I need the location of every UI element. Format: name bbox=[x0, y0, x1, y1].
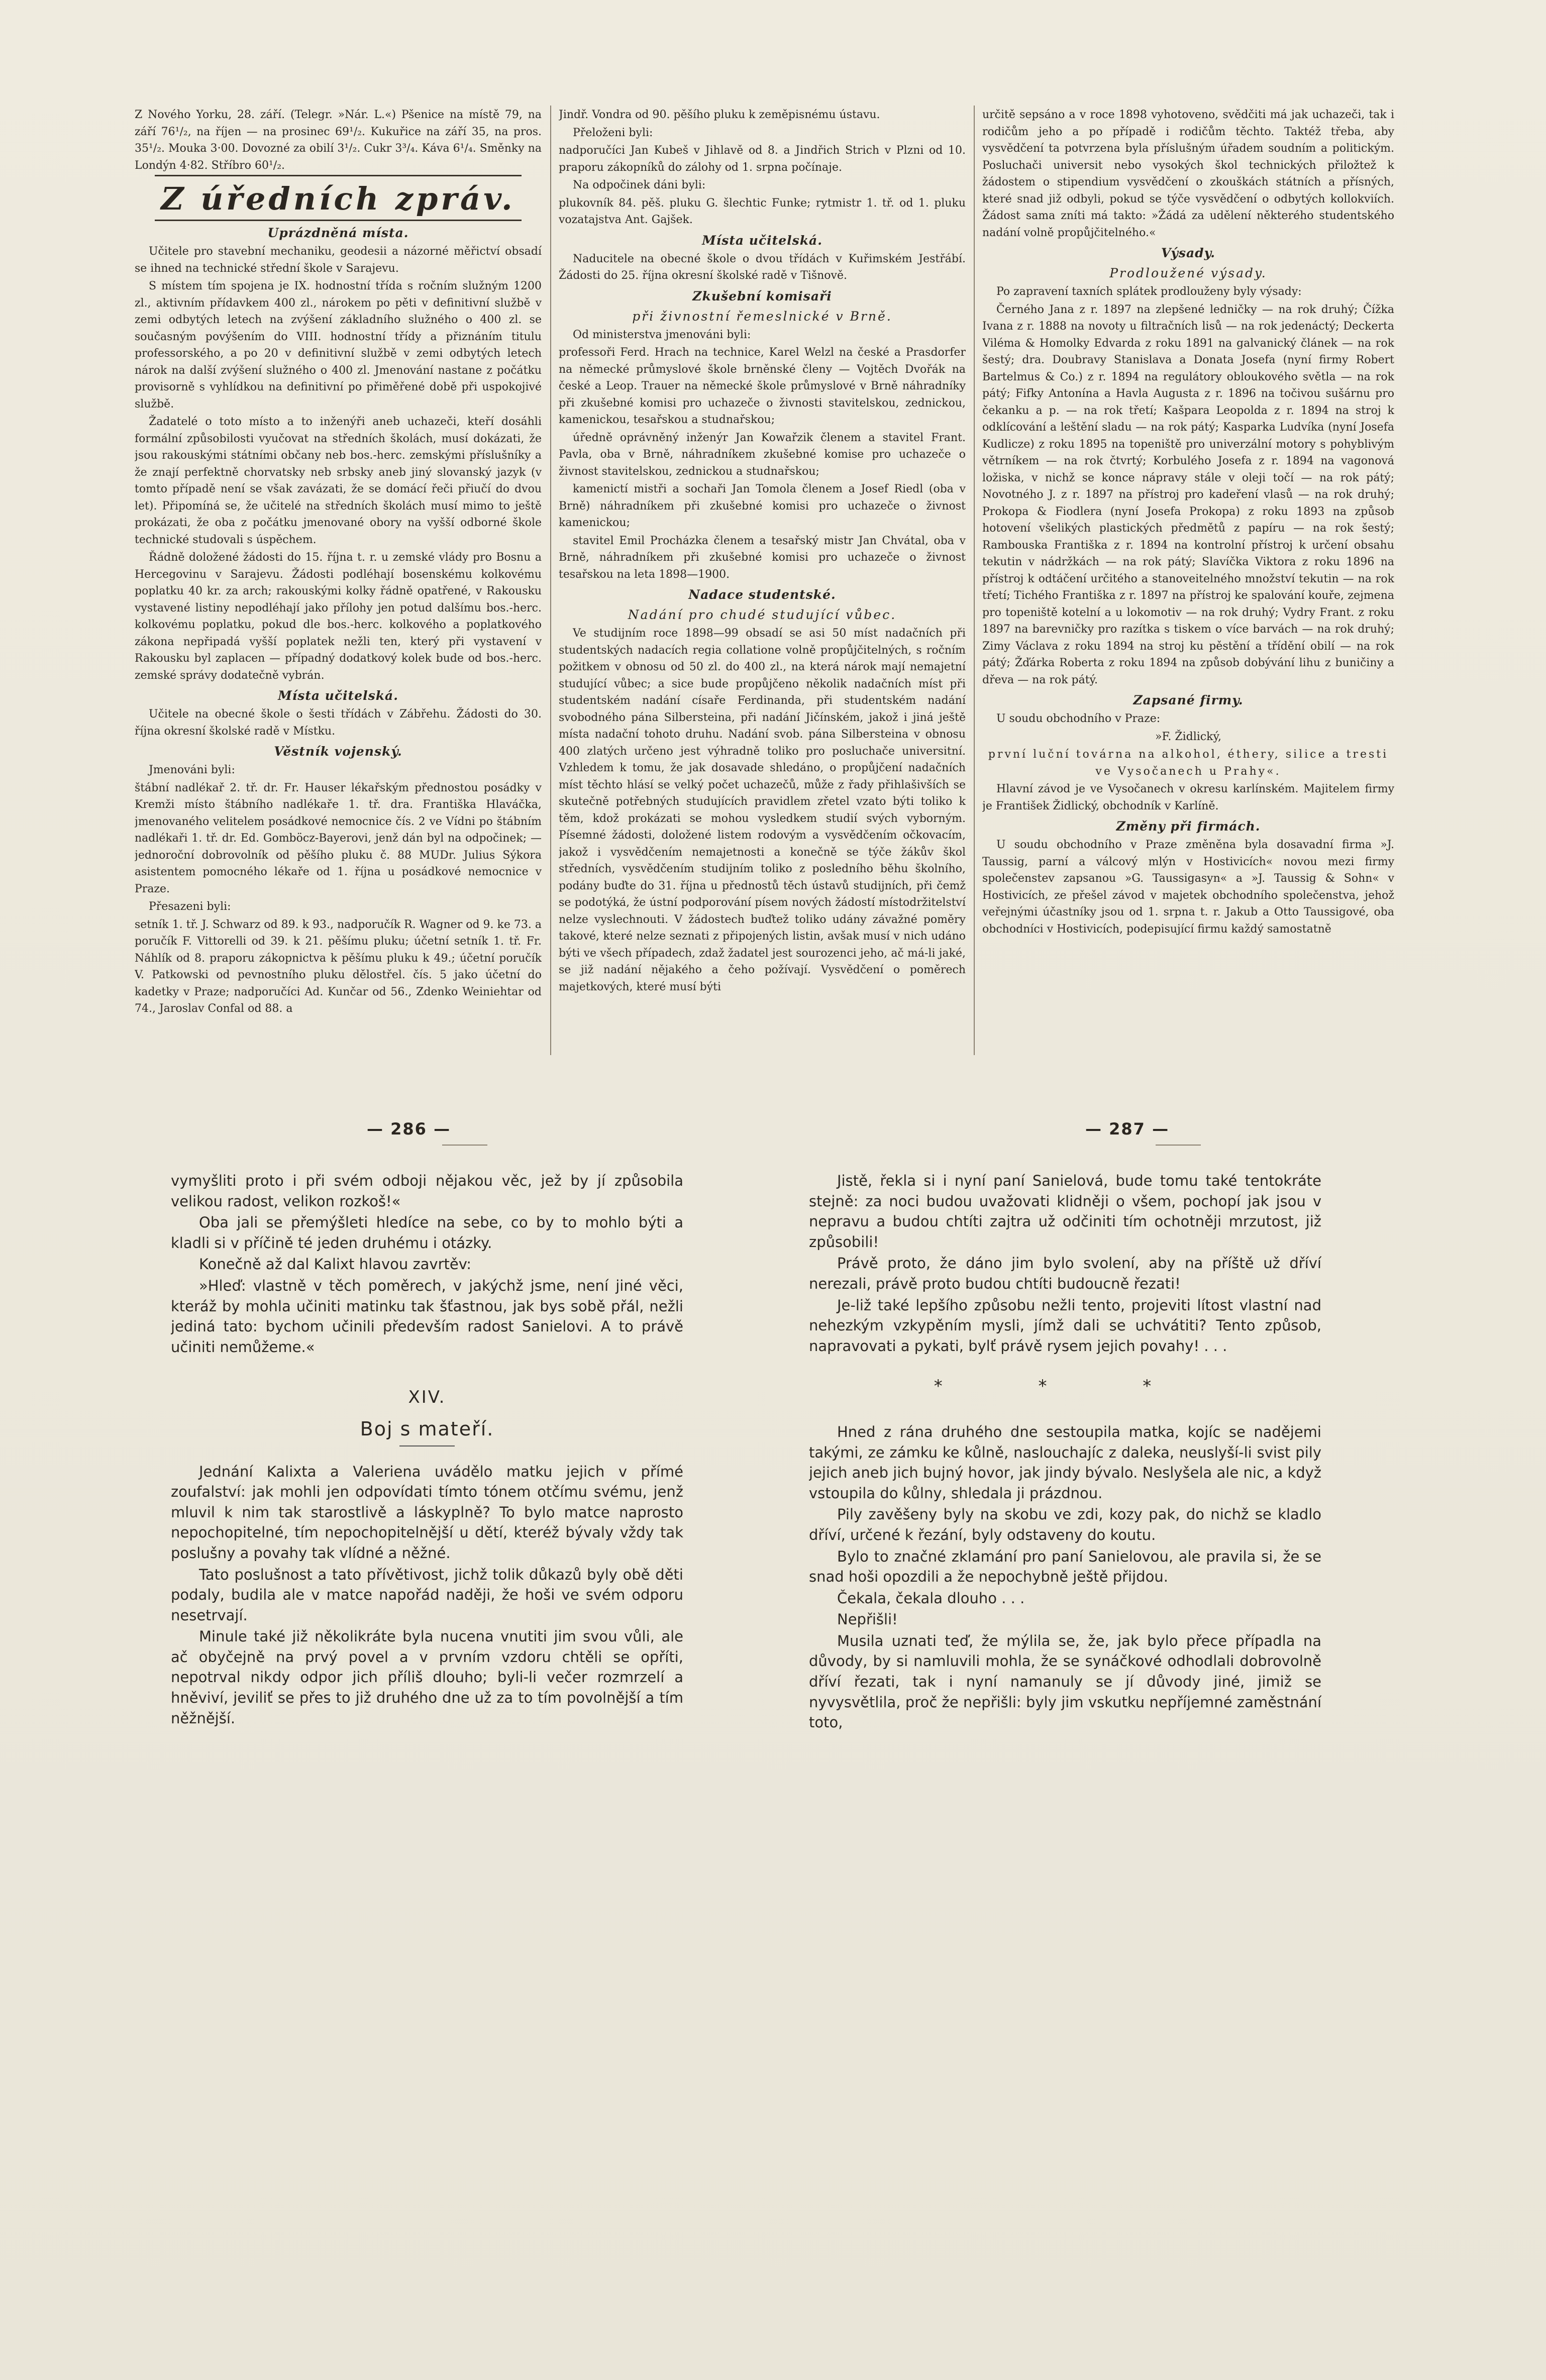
heading-exam-commission: Zkušební komisaři bbox=[692, 288, 832, 303]
divider bbox=[155, 220, 522, 221]
paragraph: kamenictí mistři a sochaři Jan Tomola členem a Josef Riedl (oba v Brně) náhradníkem při zkušebné komisi pro uchazeče o živnost kamenickou; bbox=[559, 483, 966, 529]
lower-left-page bbox=[171, 1171, 683, 2351]
page-number-left: — 286 — bbox=[367, 1119, 451, 1139]
heading-firm-changes: Změny při firmách. bbox=[1116, 819, 1261, 834]
paragraph: »Hleď: vlastně v těch poměrech, v jakýchž jsme, není jiné věci, kteráž by mohla učiniti matinku tak šťastnou, jak bys sobě přál, nežli jediná tato: bychom učinili především radost Sanielovi. A to právě učiniti nemůžeme.« bbox=[171, 1277, 683, 1356]
paragraph: Nepřišli! bbox=[837, 1611, 898, 1628]
section-break-stars: * * * bbox=[934, 1376, 1197, 1397]
heading-vacancies: Uprázdněná místa. bbox=[267, 226, 409, 240]
paragraph: Jindř. Vondra od 90. pěšího pluku k zeměpisnému ústavu. bbox=[559, 109, 880, 121]
paragraph: Žadatelé o toto místo a to inženýři aneb uchazeči, kteří dosáhli formální způsobilosti vyučovat na středních školách, musí dokázati, že jsou rakouskými státními občany neb bos.-herc. zemskými příslušníky a že znají perfektně chorvatsky neb srbsky aneb jiný slovanský jazyk (v tomto případě není se však zavázati, že se domácí řeči přiučí do dvou let). Připomíná se, že učitelé na středních školách musí mimo to ještě prokázati, že oba z počátku jmenované obory na vyšší odborné škole technické studovali s úspěchem. bbox=[135, 416, 542, 546]
divider bbox=[155, 175, 522, 176]
subheading-foundations: Nadání pro chudé studující vůbec. bbox=[628, 607, 897, 622]
firm-description: první luční továrna na alkohol, éthery, silice a tresti ve Vysočanech u Prahy«. bbox=[988, 748, 1389, 778]
paragraph: stavitel Emil Procházka členem a tesařský mistr Jan Chvátal, oba v Brně, náhradníkem při zkušebné komisi pro uchazeče o živnost tesařskou na leta 1898—1900. bbox=[559, 534, 966, 581]
paragraph: Hned z rána druhého dne sestoupila matka, kojíc se nadějemi takými, ze zámku ke kůlně, naslouchajíc z daleka, neuslyší-li svist pily jejich aneb jich bujný hovor, jak jindy bývalo. Neslyšela ale nic, a když vstoupila do kůlny, shledala ji prázdnou. bbox=[809, 1423, 1321, 1502]
chapter-number: XIV. bbox=[408, 1387, 446, 1408]
section-title: Z úředních zpráv. bbox=[161, 180, 516, 217]
paragraph: Na odpočinek dáni byli: bbox=[573, 179, 706, 191]
paragraph: Čekala, čekala dlouho . . . bbox=[837, 1589, 1025, 1607]
market-report: Z Nového Yorku, 28. září. (Telegr. »Nár. L.«) Pšenice na místě 79, na září 76¹/₂, na říjen — na prosinec 69¹/₂. Kukuřice na září 35, na pros. 35¹/₂. Mouka 3·00. Dovozné za obilí 3¹/₂. Cukr 3³/₄. Káva 6¹/₄. Směnky na Londýn 4·82. Stříbro 60¹/₂. bbox=[135, 109, 542, 172]
paragraph: Je-liž také lepšího způsobu nežli tento, projeviti lítost vlastní nad nehezkým vzkypěním mysli, jímž dali se uchvátiti? Tento způsob, napravovati a pykati, bylť právě rysem jejich povahy! . . . bbox=[809, 1296, 1321, 1355]
page-number-right: — 287 — bbox=[1085, 1119, 1170, 1139]
divider bbox=[442, 1145, 487, 1146]
paragraph: Přeloženi byli: bbox=[573, 126, 653, 139]
paragraph: úředně oprávněný inženýr Jan Kowařzik členem a stavitel Frant. Pavla, oba v Brně, náhradníkem zkušebné komise pro uchazeče o živnost stavitelskou, zednickou a studnařskou; bbox=[559, 431, 966, 478]
paragraph: určitě sepsáno a v roce 1898 vyhotoveno, svědčiti má jak uchazeči, tak i rodičům jeho a po případě i rodičům těchto. Taktéž třeba, aby vysvědčení ta potvrzena byla příslušným úřadem soudním a politickým. Posluchači universit nebo vysokých škol technických přiložtež k žádostem o stipendium vysvědčení o zkouškách státních a přísných, které snad již odbyli, pokud se týče vysvědčení o odbytých kollokviích. Žádost sama zníti má takto: »Žádá za udělení některého studentského nadání volně propůjčitelného.« bbox=[982, 109, 1394, 239]
upper-column-2 bbox=[559, 107, 966, 1056]
heading-privileges: Výsady. bbox=[1161, 246, 1216, 260]
paragraph: Minule také již několikráte byla nucena vnutiti jim svou vůli, ale ač obyčejně na prvý povel a v prvním vzdoru chtěli se opříti, nepotrval nikdy odpor jich příliš dlouho; byli-li večer rozmrzelí a hněviví, jeviliť se přes to již druhého dne už za to tím povolnější a tím něžnější. bbox=[171, 1628, 683, 1727]
paragraph: Ve studijním roce 1898—99 obsadí se asi 50 míst nadačních při studentských nadacích regia collatione volně propůjčitelných, s ročním požitkem v obnosu od 50 zl. do 400 zl., na která nárok mají nemajetní studující vůbec; a sice bude propůjčeno několik nadačních míst při studentském nadání císaře Ferdinanda, při studentském nadání svobodného pána Silbersteina, při nadání Jičínském, jakož i jiná ještě místa nadační tohoto druhu. Nadání svob. pána Silbersteina v obnosu 400 zlatých určeno jest výhradně toliko pro posluchače universitní. Vzhledem k tomu, že jak dosavade shledáno, o propůjčení nadačních míst těchto hlásí se velký počet uchazečů, může z řady přihlašivších se skutečně potřebných studujících pravidlem zřetel vzato býti toliko k těm, kdož prokázati se mohou vysledkem studií svých vyborným. Písemné žádosti, doložené listem rodovým a vysvědčením očkovacím, jakož i vysvědčením nemajetnosti a konečně se týče žákův škol středních, vysvědčením studijním toliko z posledního běhu školního, podány buďte do 31. října u přednostů těch ústavů studijních, při čemž se podotýká, že ústní podporování písem nových žádostí místodržitelství nelze vyslechnouti. V žádostech buďtež toliko udány závažné poměry takové, které nelze seznati z připojených listin, avšak musí v nich udáno býti ve všech případech, zdaž žadatel jest sourozenci jeho, ač má-li jaké, se již nadání nějakého a čeho požívají. Vysvědčení o poměrech majetkových, které musí býti bbox=[559, 627, 966, 993]
paragraph: štábní nadlékař 2. tř. dr. Fr. Hauser lékařským přednostou posádky v Kremži místo štábního nadlékaře 1. tř. dra. Františka Hlaváčka, jmenovaného velitelem posádkové nemocnice čís. 2 ve Vídni po štábním nadlékaři 1. tř. dr. Ed. Gomböcz-Bayerovi, jenž dán byl na odpočinek; — jednoroční dobrovolník od pěšího pluku č. 88 MUDr. Julius Sýkora asistentem pomocného lékaře od 1. října u posádkové nemocnice v Praze. bbox=[135, 781, 542, 895]
paragraph: plukovník 84. pěš. pluku G. šlechtic Funke; rytmistr 1. tř. od 1. pluku vozatajstva Ant. Gajšek. bbox=[559, 196, 966, 226]
paragraph: Učitele na obecné škole o šesti třídách v Zábřehu. Žádosti do 30. října okresní školské radě v Místku. bbox=[135, 708, 542, 738]
upper-column-3 bbox=[982, 107, 1394, 1056]
paragraph: Učitele pro stavební mechaniku, geodesii a názorné měřictví obsadí se ihned na technické střední škole v Sarajevu. bbox=[135, 245, 542, 275]
paragraph: Právě proto, že dáno jim bylo svolení, aby na příště už dříví nerezali, právě proto budou chtíti budoucně řezati! bbox=[809, 1255, 1321, 1292]
paragraph: vymyšliti proto i při svém odboji nějakou věc, jež by jí způsobila velikou radost, velikon rozkoš!« bbox=[171, 1172, 683, 1210]
paragraph: Tato poslušnost a tato přívětivost, jichž tolik důkazů byly obě děti podaly, budila ale v matce napořád naději, že hoši ve svém odporu nesetrvají. bbox=[171, 1566, 683, 1624]
heading-registered-firms: Zapsané firmy. bbox=[1133, 693, 1244, 707]
paragraph: professoři Ferd. Hrach na technice, Karel Welzl na české a Prasdorfer na německé průmyslové škole brněnské členy — Vojtěch Dvořák na české a Leop. Trauer na německé škole průmyslové v Brně náhradníky při zkušebné komisi pro uchazeče o živnosti stavitelskou, zednickou, kamenickou, tesařskou a studnařskou; bbox=[559, 346, 966, 426]
column-rule bbox=[974, 106, 975, 1055]
firm-name: »F. Židlický, bbox=[1155, 730, 1221, 743]
paragraph: Jednání Kalixta a Valeriena uvádělo matku jejich v přímé zoufalství: jak mohli jen odpovídati tímto tónem otčímu svému, jenž mluvil k nim tak starostlivě a láskyplně? To bylo matce naprosto nepochopitelné, tím nepochopitelnější u dětí, kteréž bývaly vždy tak poslušny a povahy tak vlídné a něžné. bbox=[171, 1463, 683, 1562]
heading-foundations: Nadace studentské. bbox=[688, 587, 836, 602]
lower-right-page bbox=[809, 1171, 1321, 2351]
paragraph: setník 1. tř. J. Schwarz od 89. k 93., nadporučík R. Wagner od 9. ke 73. a poručík F. Vittorelli od 39. k 21. pěšímu pluku; účetní setník 1. tř. Fr. Náhlík od 8. praporu zákopnictva k pěšímu pluku k 49.; účetní poručík V. Patkowski od pevnostního pluku dělostřel. čís. 5 jako účetní do kadetky v Praze; nadporučíci Ad. Kunčar od 56., Zdenko Weiniehtar od 74., Jaroslav Confal od 88. a bbox=[135, 918, 542, 1015]
divider bbox=[1156, 1145, 1201, 1146]
paragraph: Řádně doložené žádosti do 15. října t. r. u zemské vlády pro Bosnu a Hercegovinu v Sarajevu. Žádosti podléhají bosenskému kolkovému poplatku 40 kr. za arch; rakouskými kolky řádně opatřené, v Rakousku vystavené listiny nepodléhají jako přílohy jen potud dalšímu bos.-herc. kolkovému poplatku, pokud dle bos.-herc. kolkového a poplatkového zákona nepřipadá vyšší poplatek nežli ten, který při vystavení v Rakousku byl zaplacen — případný dodatkový kolek bude od bos.-herc. zemské správy dodatečně vybrán. bbox=[135, 551, 542, 682]
paragraph: Musila uznati teď, že mýlila se, že, jak bylo přece případla na důvody, by si namluvili mohla, že se synáčkové odhodlali dobrovolně dříví řezati, tak i nyní namanuly se jí důvody jiné, jimiž se nyvysvětlila, proč že nepřišli: byly jim vskutku nepříjemné zaměstnání toto, bbox=[809, 1632, 1321, 1731]
paragraph: Od ministerstva jmenováni byli: bbox=[573, 328, 751, 341]
paragraph: nadporučíci Jan Kubeš v Jihlavě od 8. a Jindřich Strich v Plzni od 10. praporu zákopníků do zálohy od 1. srpna počínaje. bbox=[559, 144, 966, 174]
heading-teachers: Místa učitelská. bbox=[702, 233, 822, 248]
paragraph: Pily zavěšeny byly na skobu ve zdi, kozy pak, do nichž se kladlo dříví, určené k řezání, byly odstaveny do koutu. bbox=[809, 1506, 1321, 1543]
paragraph: Přesazeni byli: bbox=[149, 900, 231, 913]
chapter-title: Boj s mateří. bbox=[360, 1417, 494, 1440]
paragraph: Po zapravení taxních splátek prodlouženy byly výsady: bbox=[996, 285, 1302, 298]
paragraph: Naducitele na obecné škole o dvou třídách v Kuřimském Jestřábí. Žádosti do 25. října okresní školské radě v Tišnově. bbox=[559, 252, 966, 282]
paragraph: Konečně až dal Kalixt hlavou zavrtěv: bbox=[199, 1256, 472, 1273]
paragraph: U soudu obchodního v Praze: bbox=[996, 712, 1161, 725]
paragraph: Hlavní závod je ve Vysočanech v okresu karlínském. Majitelem firmy je František Židlický, obchodník v Karlíně. bbox=[982, 783, 1394, 812]
paragraph: U soudu obchodního v Praze změněna byla dosavadní firma »J. Taussig, parní a válcový mlýn v Hostivicích« novou mezi firmy společenstev zapsanou »G. Taussigasyn« a »J. Taussig & Sohn« v Hostivicích, ze přešel závod v majetek obchodního společenstva, jehož veřejnými účastníky jsou od 1. srpna t. r. Jakub a Otto Taussigové, oba obchodníci v Hostivicích, podepisující firmu každý samostatně bbox=[982, 839, 1394, 936]
subheading-privileges: Prodloužené výsady. bbox=[1109, 266, 1267, 280]
paragraph: S místem tím spojena je IX. hodnostní třída s ročním služným 1200 zl., aktivním přídavkem 400 zl., nárokem po pěti v definitivní službě v zemi odbytých letech na zvýšení základního služného o 400 zl. se současným povýšením do VIII. hodnostní třídy a přiznáním titulu professorského, a po 20 v definitivní službě v zemi odbytých letech nárok na další zvýšení služného o 400 zl. Jmenování nastane z počátku provisorně s vyhlídkou na definitivní po přiměřené době při uspokojivé službě. bbox=[135, 280, 542, 410]
paragraph: Černého Jana z r. 1897 na zlepšené ledničky — na rok druhý; Čížka Ivana z r. 1888 na novoty u filtračních lisů — na rok jedenáctý; Deckerta Viléma & Homolky Edvarda z roku 1891 na galvanický článek — na rok šestý; dra. Doubravy Stanislava a Donata Josefa (nyní firmy Robert Bartelmus & Co.) z r. 1894 na regulátory obloukového světla — na rok pátý; Fifky Antonína a Havla Augusta z r. 1896 na točivou sušárnu pro čekanku a p. — na rok třetí; Kašpara Leopolda z r. 1894 na stroj k odklícování a leštění sladu — na rok pátý; Kasparka Ludvíka (nyní Josefa Kudlicze) z roku 1895 na topeniště pro univerzální motory s pohyblivým větrníkem — na rok čtvrtý; Korbulého Josefa z r. 1894 na vagonová ložiska, v nichž se konce nápravy stále v oleji točí — na rok pátý; Novotného J. z r. 1897 na přístroj pro kadeření vlasů — na rok druhý; Prokopa & Fiodlera (nyní Josefa Prokopa) z roku 1893 na způsob hotovení všelikých plastických předmětů z papíru — na rok šestý; Rambouska Františka z r. 1894 na kontrolní přístroj k určení obsahu tekutin v nádržkách — na rok pátý; Slavíčka Viktora z roku 1896 na přístroj k odtáčení určitého a stanoveitelného množství tekutin — na rok třetí; Tichého Františka z r. 1897 na přístroj ke spalování kouře, zejmena pro topeniště kotelní a u lokomotiv — na rok druhý; Vydry Frant. z roku 1897 na barevničky pro razítka s tiskem o více barvách — na rok druhý; Zimy Václava z roku 1894 na stroj ku pěstění a třídění obilí — na rok pátý; Žďárka Roberta z roku 1894 na způsob dobývání lihu z buničiny a dřeva — na rok pátý. bbox=[982, 303, 1394, 686]
heading-military: Věstník vojenský. bbox=[274, 744, 402, 759]
heading-teachers: Místa učitelská. bbox=[278, 688, 398, 703]
paragraph: Oba jali se přemýšleti hledíce na sebe, co by to mohlo býti a kladli si v příčině té jeden druhému i otázky. bbox=[171, 1214, 683, 1252]
paragraph: Bylo to značné zklamání pro paní Sanielovou, ale pravila si, že se snad hoši opozdili a že nepochybně ještě přijdou. bbox=[809, 1547, 1321, 1586]
column-rule bbox=[550, 106, 551, 1055]
upper-column-1 bbox=[135, 107, 542, 1056]
subheading-exam-commission: při živnostní řemeslnické v Brně. bbox=[632, 308, 892, 324]
paragraph: Jistě, řekla si i nyní paní Sanielová, bude tomu také tentokráte stejně: za noci budou uvažovati klidněji o všem, pochopí jak jsou v nepravu a budou chtíti zajtra už odčiniti tím ochotněji mrzutost, již způsobili! bbox=[809, 1172, 1321, 1251]
paragraph: Jmenováni byli: bbox=[149, 764, 235, 776]
divider bbox=[399, 1445, 455, 1446]
